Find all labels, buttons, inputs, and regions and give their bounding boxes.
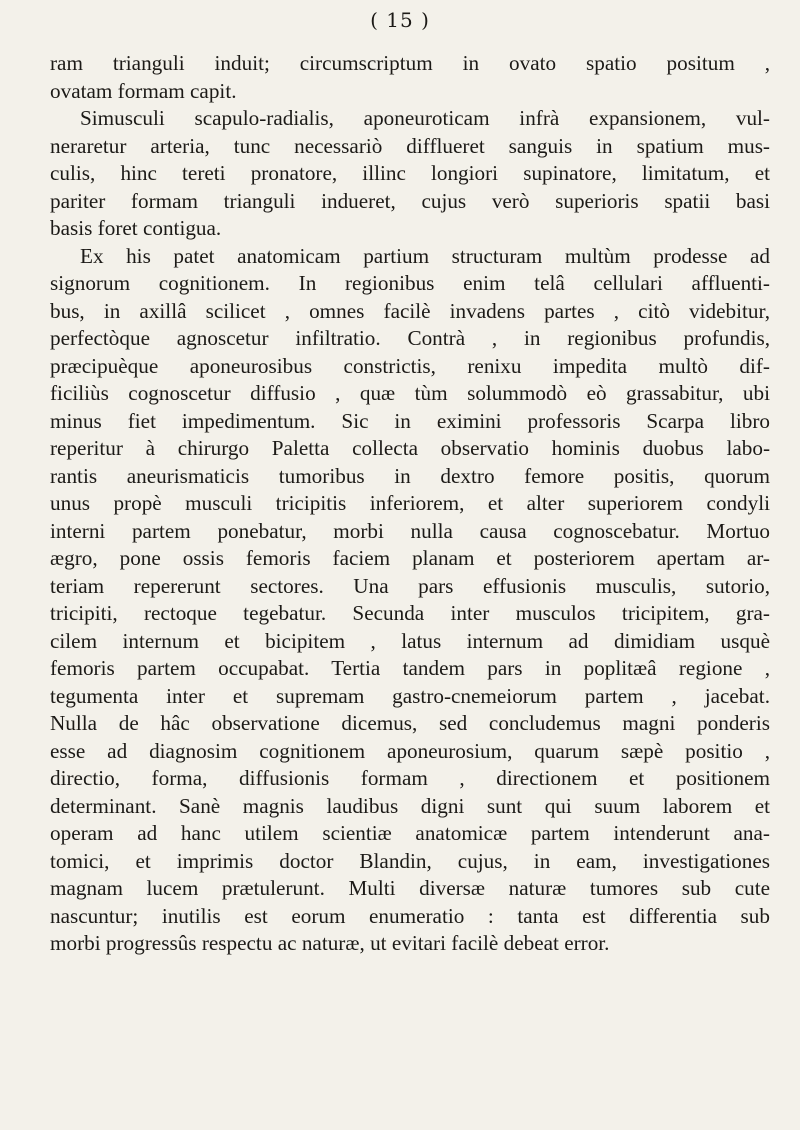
body-text	[50, 50, 770, 958]
text-line: magnam lucem prætulerunt. Multi diversæ naturæ tumores sub cute	[50, 876, 770, 900]
text-line: culis, hinc tereti pronatore, illinc longiori supinatore, limitatum, et	[50, 161, 770, 185]
paragraph	[50, 105, 770, 243]
paragraph	[50, 243, 770, 958]
text-line: femoris partem occupabat. Tertia tandem pars in poplitæâ regione ,	[50, 656, 770, 680]
text-line: nascuntur; inutilis est eorum enumeratio : tanta est differentia sub	[50, 903, 770, 928]
text-line: ficiliùs cognoscetur diffusio , quæ tùm solummodò eò grassabitur, ubi	[50, 381, 770, 405]
text-line: unus propè musculi tricipitis inferiorem, et alter superiorem condyli	[50, 491, 770, 515]
text-line: operam ad hanc utilem scientiæ anatomicæ partem intenderunt ana-	[50, 821, 770, 845]
text-line: directio, forma, diffusionis formam , directionem et positionem	[50, 766, 770, 790]
text-line: esse ad diagnosim cognitionem aponeurosium, quarum sæpè positio ,	[50, 738, 770, 763]
text-line: neraretur arteria, tunc necessariò difflueret sanguis in spatium mus-	[50, 133, 770, 158]
text-line: tomici, et imprimis doctor Blandin, cujus, in eam, investigationes	[50, 848, 770, 873]
text-line: minus fiet impedimentum. Sic in eximini professoris Scarpa libro	[50, 408, 770, 433]
text-line: interni partem ponebatur, morbi nulla causa cognoscebatur. Mortuo	[50, 518, 770, 543]
text-line: cilem internum et bicipitem , latus internum ad dimidiam usquè	[50, 628, 770, 653]
text-line: pariter formam trianguli indueret, cujus verò superioris spatii basi	[50, 188, 770, 213]
text-line: signorum cognitionem. In regionibus enim telâ cellulari affluenti-	[50, 271, 770, 295]
text-line: Ex his patet anatomicam partium structuram multùm prodesse ad	[80, 243, 770, 268]
text-line: morbi progressûs respectu ac naturæ, ut evitari facilè debeat error.	[50, 931, 610, 955]
text-line: teriam repererunt sectores. Una pars effusionis musculis, sutorio,	[50, 573, 770, 598]
text-line: præcipuèque aponeurosibus constrictis, renixu impedita multò dif-	[50, 353, 770, 378]
text-line: bus, in axillâ scilicet , omnes facilè invadens partes , citò videbitur,	[50, 298, 770, 323]
text-line: basis foret contigua.	[50, 216, 222, 240]
text-line: ram trianguli induit; circumscriptum in ovato spatio positum ,	[50, 51, 770, 75]
text-line: tegumenta inter et supremam gastro-cnemeiorum partem , jacebat.	[50, 683, 770, 708]
paragraph	[50, 50, 770, 105]
text-line: rantis aneurismaticis tumoribus in dextro femore positis, quorum	[50, 463, 770, 488]
page-number: ( 15 )	[370, 8, 430, 32]
text-line: reperitur à chirurgo Paletta collecta observatio hominis duobus labo-	[50, 436, 770, 460]
text-line: tricipiti, rectoque tegebatur. Secunda inter musculos tricipitem, gra-	[50, 601, 770, 625]
text-line: determinant. Sanè magnis laudibus digni sunt qui suum laborem et	[50, 793, 770, 818]
text-line: ægro, pone ossis femoris faciem planam et posteriorem apertam ar-	[50, 546, 770, 570]
text-line: Simusculi scapulo-radialis, aponeuroticam infrà expansionem, vul-	[80, 106, 770, 130]
text-line: perfectòque agnoscetur infiltratio. Contrà , in regionibus profundis,	[50, 326, 770, 350]
text-line: ovatam formam capit.	[50, 78, 237, 103]
text-line: Nulla de hâc observatione dicemus, sed concludemus magni ponderis	[50, 711, 770, 735]
